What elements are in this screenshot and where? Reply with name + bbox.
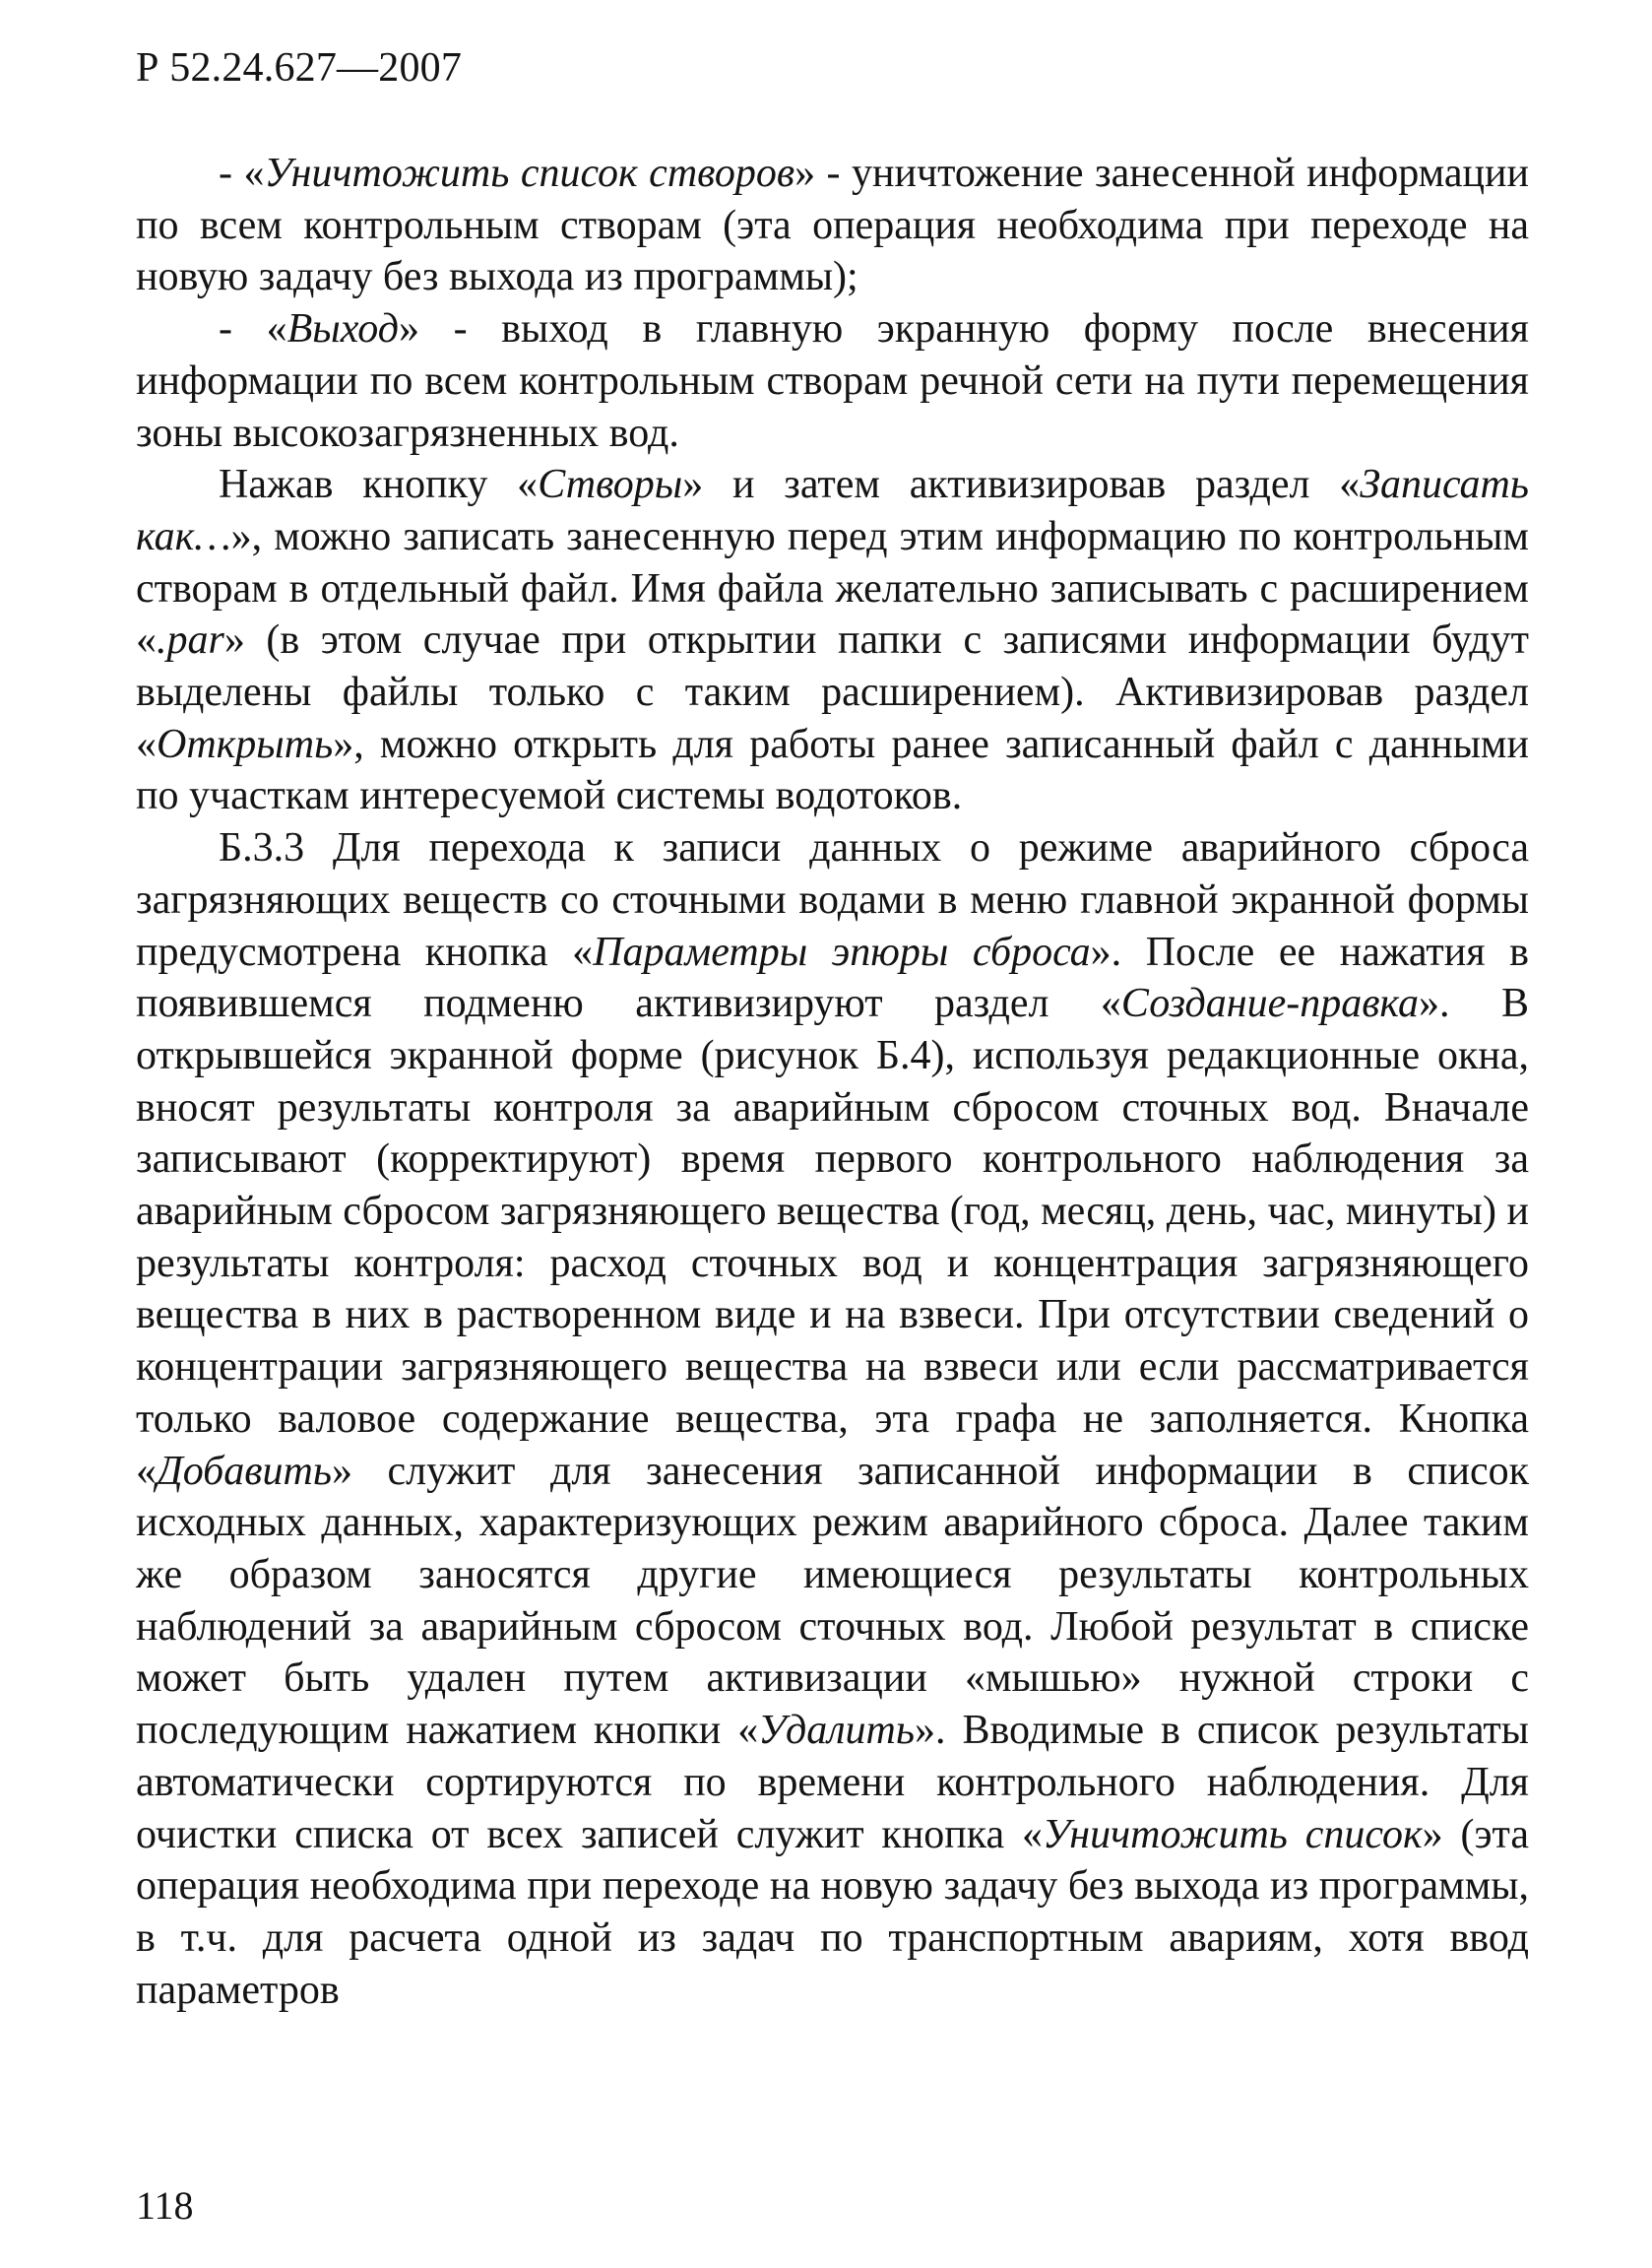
paragraph-destroy-sections-list: - «Уничтожить список створов» - уничтожение занесенной информации по всем контрольным створам (эта операция необходима при переходе на новую задачу без выхода из программы); (136, 151, 1529, 300)
menu-term-destroy-sections-list: Уничтожить список створов (264, 151, 795, 196)
button-term-destroy-list: Уничтожить список (1043, 1811, 1423, 1857)
menu-term-create-edit: Создание-правка (1120, 981, 1420, 1027)
button-term-discharge-params: Параметры эпюры сброса (593, 929, 1091, 975)
button-term-sections: Створы (538, 462, 683, 508)
button-term-add: Добавить (157, 1448, 332, 1494)
menu-term-exit: Выход (286, 306, 399, 353)
paragraph-save-open-file: Нажав кнопку «Створы» и затем активизировав раздел «Записать как…», можно записать занесенную перед этим информацию по контрольным створам в отдельный файл. Имя файла желательно записывать с расширением «.par» (в этом случае при открытии папки с записями информации будут выделены файлы только с таким расширением). Активизировав раздел «Открыть», можно открыть для работы ранее записанный файл с данными по участкам интересуемой системы водотоков. (136, 462, 1529, 819)
file-extension-term: .par (157, 617, 224, 664)
button-term-delete: Удалить (758, 1708, 915, 1754)
menu-term-save-as: Записать как… (136, 462, 1529, 559)
paragraph-exit: - «Выход» - выход в главную экранную форму после внесения информации по всем контрольным створам речной сети на пути перемещения зоны высокозагрязненных вод. (136, 306, 1529, 456)
page-number: 118 (136, 2183, 194, 2228)
paragraph-b-3-3: Б.3.3 Для перехода к записи данных о режиме аварийного сброса загрязняющих веществ со сточными водами в меню главной экранной формы предусмотрена кнопка «Параметры эпюры сброса». После ее нажатия в появившемся подменю активизируют раздел «Создание-правка». В открывшейся экранной форме (рисунок Б.4), используя редакционные окна, вносят результаты контроля за аварийным сбросом сточных вод. Вначале записывают (корректируют) время первого контрольного наблюдения за аварийным сбросом загрязняющего вещества (год, месяц, день, час, минуты) и результаты контроля: расход сточных вод и концентрация загрязняющего вещества в них в растворенном виде и на взвеси. При отсутствии сведений о концентрации загрязняющего вещества на взвеси или если рассматривается только валовое содержание вещества, эта графа не заполняется. Кнопка «Добавить» служит для занесения записанной информации в список исходных данных, характеризующих режим аварийного сброса. Далее таким же образом заносятся другие имеющиеся результаты контрольных наблюдений за аварийным сбросом сточных вод. Любой результат в списке может быть удален путем активизации «мышью» нужной строки с последующим нажатием кнопки «Удалить». Вводимые в список результаты автоматически сортируются по времени контрольного наблюдения. Для очистки списка от всех записей служит кнопка «Уничтожить список» (эта операция необходима при переходе на новую задачу без выхода из программы, в т.ч. для расчета одной из задач по транспортным авариям, хотя ввод параметров (136, 825, 1529, 2013)
document-code-header: Р 52.24.627—2007 (136, 45, 463, 91)
menu-term-open: Открыть (157, 721, 334, 767)
body-text (136, 148, 1529, 2016)
